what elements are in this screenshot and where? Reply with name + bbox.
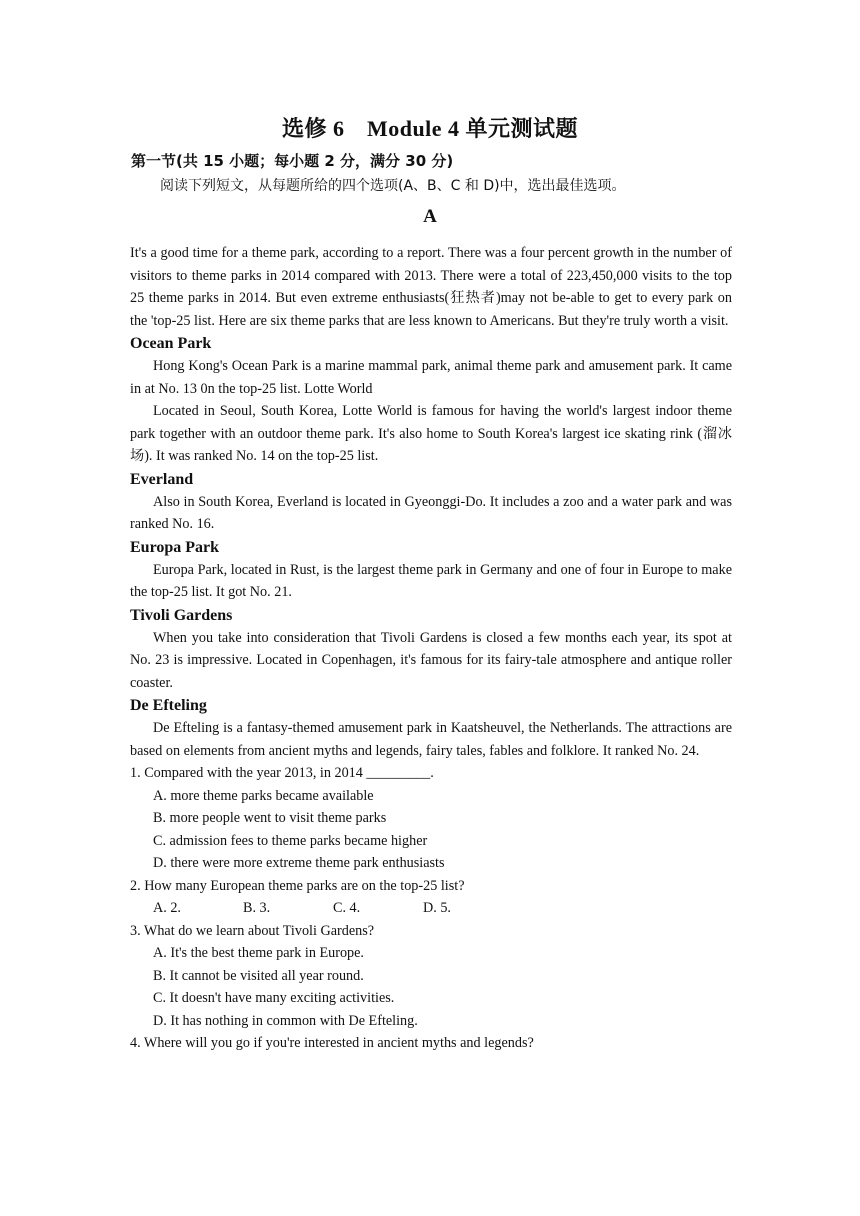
europa-park-heading: Europa Park bbox=[130, 538, 220, 556]
section-heading: 第一节(共 15 小题；每小题 2 分，满分 30 分) bbox=[131, 152, 454, 170]
question-1-option-c: C. admission fees to theme parks became higher bbox=[153, 832, 428, 849]
question-2-option-a: A. 2. bbox=[153, 900, 181, 916]
question-1-option-b: B. more people went to visit theme parks bbox=[153, 810, 387, 826]
europa-park-paragraph: Europa Park, located in Rust, is the largest theme park in Germany and one of four in Europe to make the top-25 list. It got No. 21. bbox=[130, 561, 732, 600]
question-2-options bbox=[130, 897, 732, 920]
question-3-option-a: A. It's the best theme park in Europe. bbox=[153, 945, 364, 961]
question-3-option-c: C. It doesn't have many exciting activities. bbox=[153, 990, 395, 1006]
question-3-option-b: B. It cannot be visited all year round. bbox=[153, 967, 364, 984]
de-efteling-paragraph: De Efteling is a fantasy-themed amusement park in Kaatsheuvel, the Netherlands. The attractions are based on elements from ancient myths and legends, fairy tales, fables and folklore. It ranked No. 24. bbox=[130, 720, 732, 759]
question-2-option-c: C. 4. bbox=[333, 900, 361, 916]
question-2: 2. How many European theme parks are on the top-25 list? bbox=[130, 877, 465, 894]
question-3-option-d: D. It has nothing in common with De Efteling. bbox=[153, 1012, 418, 1029]
question-3: 3. What do we learn about Tivoli Gardens? bbox=[130, 922, 375, 939]
tivoli-gardens-heading: Tivoli Gardens bbox=[130, 606, 233, 624]
question-1-option-d: D. there were more extreme theme park enthusiasts bbox=[153, 855, 445, 871]
lotte-world-paragraph: Located in Seoul, South Korea, Lotte World is famous for having the world's largest indoor theme park together with an outdoor theme park. It's also home to South Korea's largest ice skating rink (溜冰场). It was ranked No. 14 on the top-25 list. bbox=[130, 403, 732, 464]
page-title: 选修 6 Module 4 单元测试题 bbox=[281, 116, 579, 141]
intro-paragraph: It's a good time for a theme park, according to a report. There was a four percent growth in the number of visitors to theme parks in 2014 compared with 2013. There were a total of 223,450,000 visits to the top 25 theme parks in 2014. But even extreme enthusiasts(狂热者)may not be-able to get to every park on the 'top-25 list. Here are six theme parks that are less known to Americans. But they're truly worth a visit. bbox=[130, 245, 732, 329]
question-2-option-b: B. 3. bbox=[243, 900, 271, 916]
passage-label: A bbox=[423, 206, 437, 227]
instructions: 阅读下列短文，从每题所给的四个选项(A、B、C 和 D)中，选出最佳选项。 bbox=[160, 178, 626, 194]
ocean-park-heading: Ocean Park bbox=[130, 335, 212, 352]
everland-paragraph: Also in South Korea, Everland is located in Gyeonggi-Do. It includes a zoo and a water park and was ranked No. 16. bbox=[130, 493, 732, 532]
question-1: 1. Compared with the year 2013, in 2014 _________. bbox=[130, 765, 434, 781]
question-1-option-a: A. more theme parks became available bbox=[153, 787, 374, 804]
tivoli-gardens-paragraph: When you take into consideration that Tivoli Gardens is closed a few months each year, its spot at No. 23 is impressive. Located in Copenhagen, it's famous for its fairy-tale atmosphere and antique roller coaster. bbox=[130, 629, 732, 691]
ocean-park-paragraph: Hong Kong's Ocean Park is a marine mammal park, animal theme park and amusement park. It came in at No. 13 0n the top-25 list. Lotte World bbox=[130, 358, 732, 397]
de-efteling-heading: De Efteling bbox=[130, 697, 207, 714]
passage-body bbox=[130, 242, 732, 1055]
everland-heading: Everland bbox=[130, 470, 194, 488]
question-4: 4. Where will you go if you're interested in ancient myths and legends? bbox=[130, 1035, 534, 1051]
question-2-option-d: D. 5. bbox=[423, 900, 451, 916]
